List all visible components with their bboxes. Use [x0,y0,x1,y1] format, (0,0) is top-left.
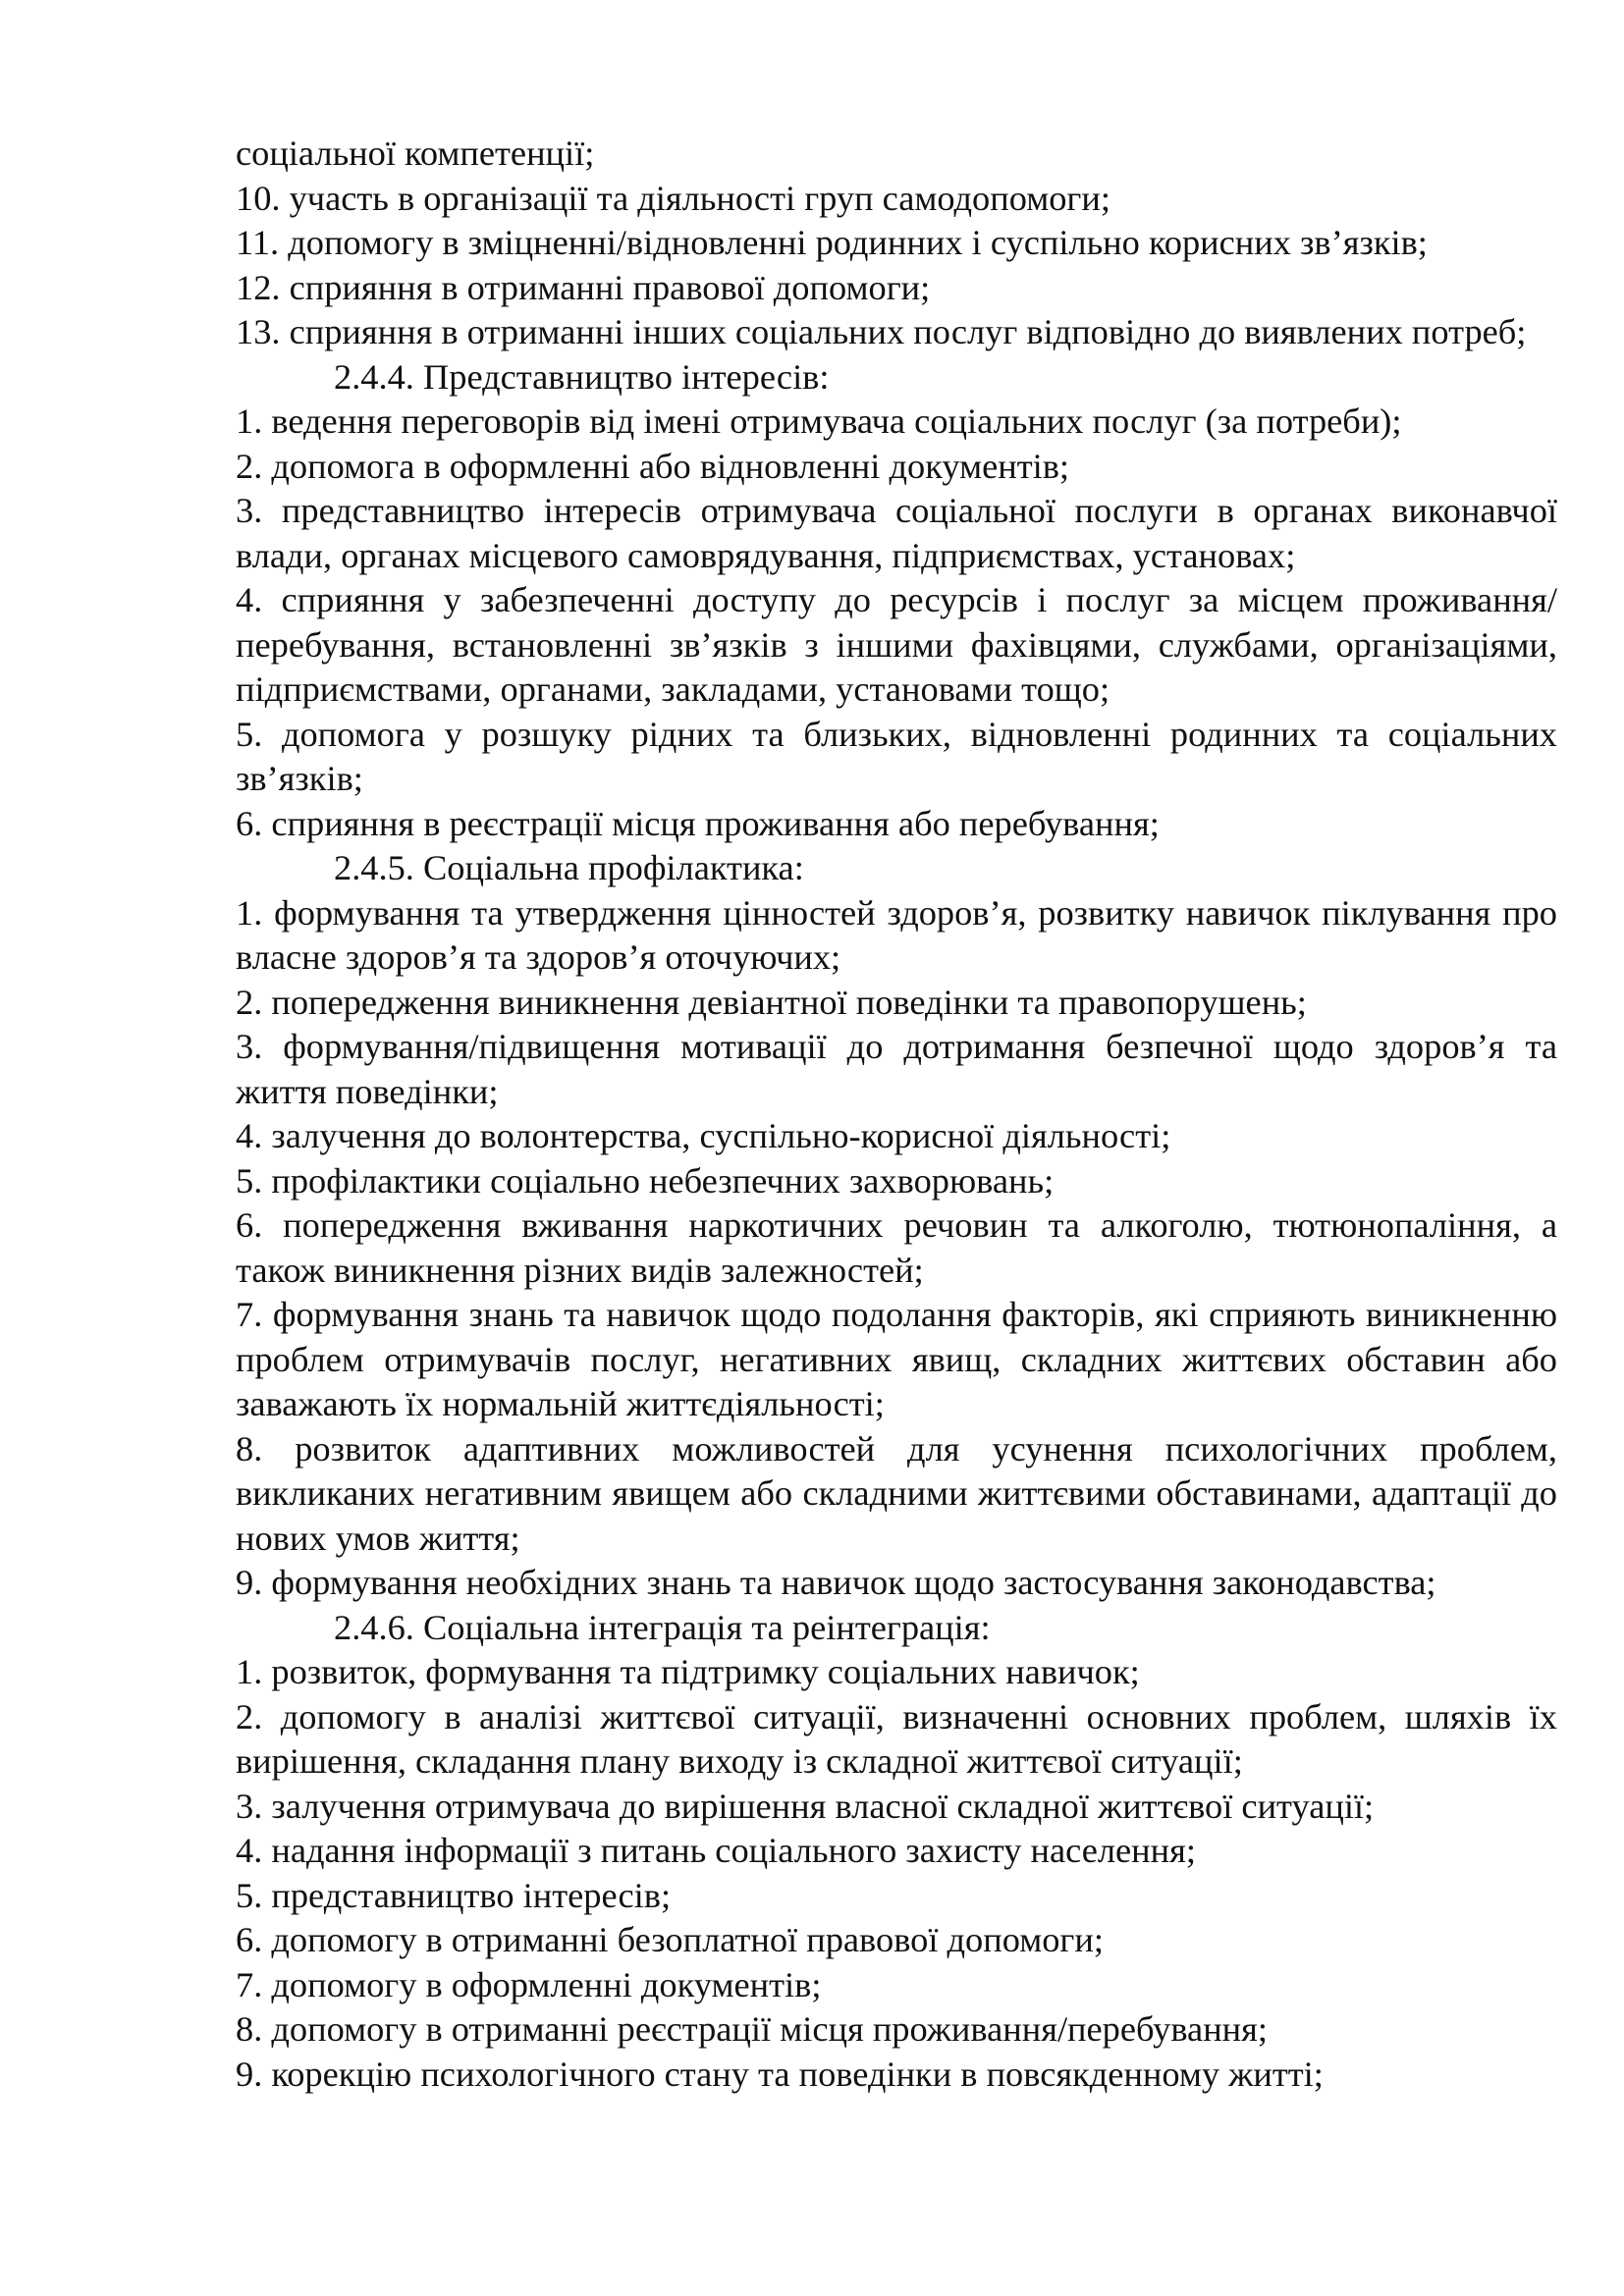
list-item: 5. профілактики соціально небезпечних захворювань; [236,1160,1055,1201]
paragraph-line: соціальної компетенції; [236,133,595,173]
list-item: 5. представництво інтересів; [236,1875,672,1915]
list-item: 7. допомогу в оформленні документів; [236,1964,822,2004]
list-item: 1. ведення переговорів від імені отримувача соціальних послуг (за потреби); [236,401,1402,441]
list-item: 2. допомогу в аналізі життєвої ситуації, визначенні основних проблем, шляхів їх вирішення, складання плану виходу із складної життєвої ситуації; [236,1696,1557,1781]
list-item: 8. розвиток адаптивних можливостей для усунення психологічних проблем, викликаних негативним явищем або складними життєвими обставинами, адаптації до нових умов життя; [236,1428,1557,1558]
list-item: 5. допомога у розшуку рідних та близьких, відновленні родинних та соціальних зв’язків; [236,714,1557,798]
list-item: 2. допомога в оформленні або відновленні документів; [236,446,1070,486]
list-item: 10. участь в організації та діяльності груп самодопомоги; [236,178,1110,218]
list-item: 4. надання інформації з питань соціального захисту населення; [236,1831,1196,1870]
list-item: 8. допомогу в отриманні реєстрації місця проживання/перебування; [236,2009,1269,2049]
section-heading: 2.4.5. Соціальна профілактика: [334,848,804,887]
list-item: 6. допомогу в отриманні безоплатної правової допомоги; [236,1920,1104,1959]
list-item: 7. формування знань та навичок щодо подолання факторів, які сприяють виникненню проблем отримувачів послуг, негативних явищ, складних життєвих обставин або заважають їх нормальній життєдіяльності; [236,1295,1557,1423]
list-item: 3. представництво інтересів отримувача соціальної послуги в органах виконавчої влади, органах місцевого самоврядування, підприємствах, установах; [236,491,1557,575]
list-item: 13. сприяння в отриманні інших соціальних послуг відповідно до виявлених потреб; [236,312,1527,351]
list-item: 9. корекцію психологічного стану та поведінки в повсякденному житті; [236,2054,1324,2094]
list-item: 1. розвиток, формування та підтримку соціальних навичок; [236,1652,1140,1691]
list-item: 4. сприяння у забезпеченні доступу до ресурсів і послуг за місцем проживання/перебування, встановленні зв’язків з іншими фахівцями, службами, організаціями, підприємствами, органами, закладами, установами тощо; [236,580,1557,709]
list-item: 9. формування необхідних знань та навичок щодо застосування законодавства; [236,1563,1436,1602]
list-item: 1. формування та утвердження цінностей здоров’я, розвитку навичок піклування про власне здоров’я та здоров’я оточуючих; [236,892,1557,977]
list-item: 12. сприяння в отриманні правової допомоги; [236,267,931,307]
list-item: 3. формування/підвищення мотивації до дотримання безпечної щодо здоров’я та життя поведінки; [236,1027,1557,1111]
list-item: 4. залучення до волонтерства, суспільно-корисної діяльності; [236,1116,1171,1155]
document-page [236,132,1557,2097]
list-item: 3. залучення отримувача до вирішення власної складної життєвої ситуації; [236,1786,1375,1826]
list-item: 6. попередження вживання наркотичних речовин та алкоголю, тютюнопаління, а також виникнення різних видів залежностей; [236,1205,1557,1290]
section-heading: 2.4.4. Представництво інтересів: [334,356,830,397]
list-item: 11. допомогу в зміцненні/відновленні родинних і суспільно корисних зв’язків; [236,223,1428,262]
section-heading: 2.4.6. Соціальна інтеграція та реінтеграція: [334,1607,991,1647]
list-item: 2. попередження виникнення девіантної поведінки та правопорушень; [236,982,1307,1022]
list-item: 6. сприяння в реєстрації місця проживання або перебування; [236,803,1160,843]
